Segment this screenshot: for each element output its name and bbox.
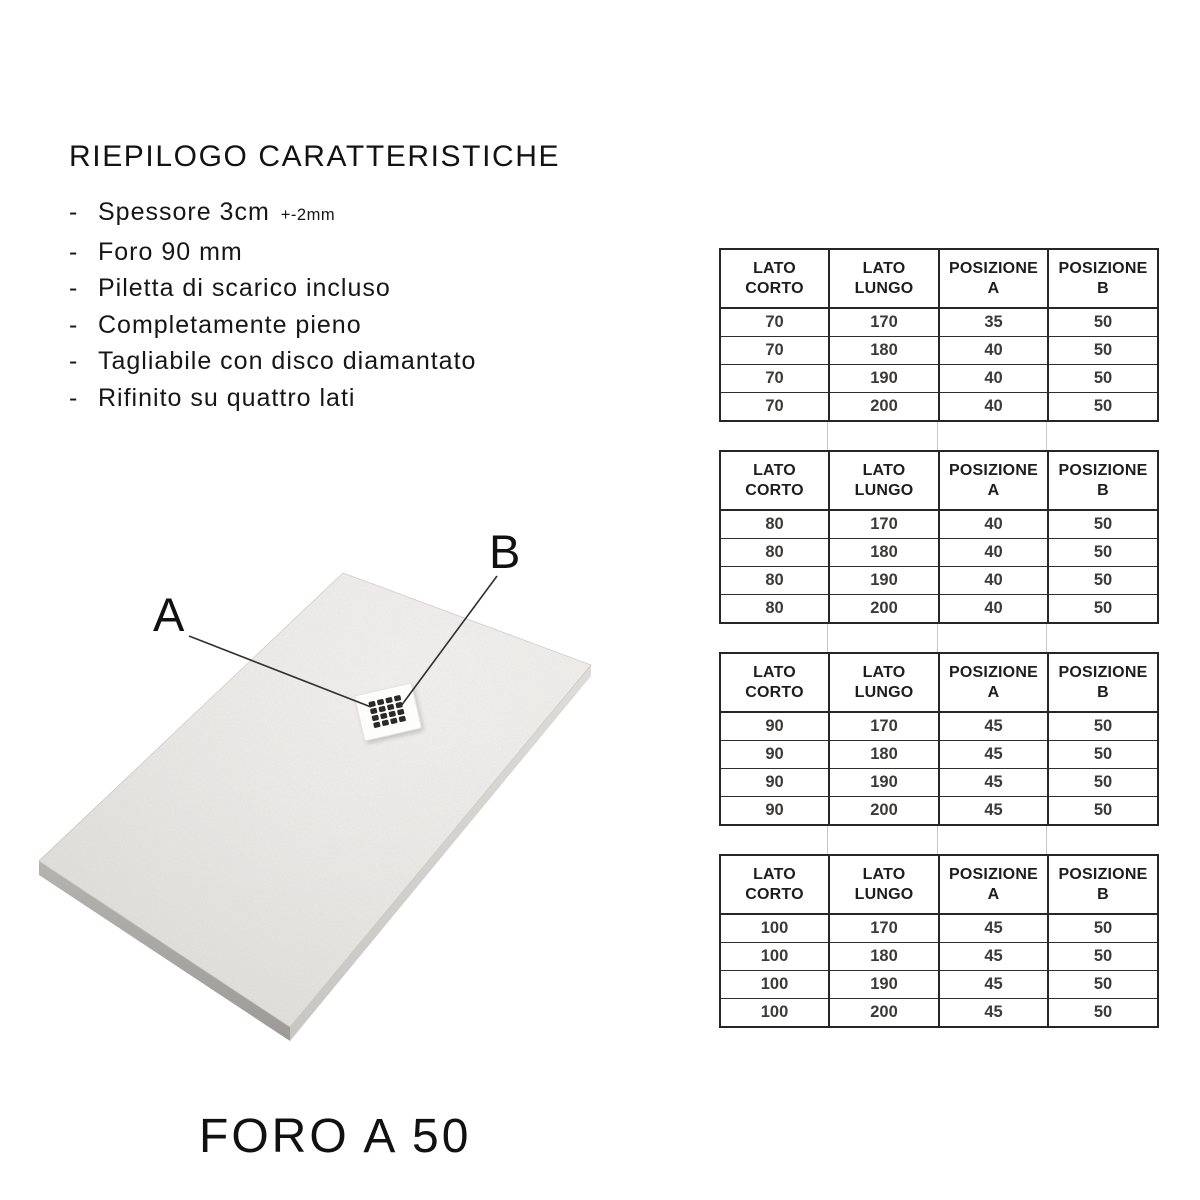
header-cell: [939, 855, 1048, 914]
header-row: [720, 249, 1158, 308]
header-line-2: CORTO: [745, 683, 804, 701]
table-spacer: [719, 422, 1157, 450]
data-cell: 45: [939, 712, 1048, 741]
header-line-2: CORTO: [745, 279, 804, 297]
data-cell: 50: [1048, 567, 1158, 595]
data-cell: 80: [720, 567, 829, 595]
table-row: [720, 914, 1158, 943]
spacer-cell: [1047, 624, 1157, 652]
feature-item: [69, 380, 476, 417]
data-cell: 170: [829, 914, 939, 943]
data-cell: 70: [720, 337, 829, 365]
data-cell: 80: [720, 539, 829, 567]
table-row: [720, 971, 1158, 999]
header-cell: [829, 653, 939, 712]
header-line-1: POSIZIONE: [949, 663, 1038, 681]
table-row: [720, 510, 1158, 539]
data-cell: 50: [1048, 308, 1158, 337]
data-cell: 80: [720, 510, 829, 539]
header-line-1: LATO: [753, 461, 796, 479]
feature-text: Completamente pieno: [98, 310, 362, 339]
table-row: [720, 943, 1158, 971]
table-row: [720, 539, 1158, 567]
table-row: [720, 797, 1158, 826]
table-row: [720, 741, 1158, 769]
table-spacer: [719, 624, 1157, 652]
data-cell: 50: [1048, 741, 1158, 769]
feature-bullet: -: [69, 310, 79, 339]
feature-item: [69, 307, 476, 344]
data-cell: 200: [829, 999, 939, 1028]
data-cell: 45: [939, 943, 1048, 971]
data-cell: 40: [939, 595, 1048, 624]
features-list: [69, 194, 476, 416]
table-row: [720, 308, 1158, 337]
data-cell: 45: [939, 741, 1048, 769]
label-b: B: [489, 525, 521, 578]
data-cell: 80: [720, 595, 829, 624]
data-cell: 90: [720, 741, 829, 769]
header-line-2: CORTO: [745, 481, 804, 499]
feature-text: Foro 90 mm: [98, 237, 243, 266]
data-cell: 190: [829, 971, 939, 999]
data-cell: 100: [720, 943, 829, 971]
spec-table-block-2: [719, 450, 1159, 624]
header-line-2: LUNGO: [854, 885, 914, 903]
data-cell: 200: [829, 595, 939, 624]
data-cell: 35: [939, 308, 1048, 337]
data-cell: 180: [829, 539, 939, 567]
header-cell: [720, 855, 829, 914]
header-line-2: B: [1097, 885, 1109, 903]
data-cell: 45: [939, 769, 1048, 797]
header-cell: [1048, 653, 1158, 712]
data-cell: 45: [939, 914, 1048, 943]
feature-text: Rifinito su quattro lati: [98, 383, 356, 412]
data-cell: 170: [829, 308, 939, 337]
header-line-2: LUNGO: [854, 683, 914, 701]
spacer-cell: [1047, 826, 1157, 854]
footer-caption: FORO A 50: [199, 1110, 472, 1163]
page-title: RIEPILOGO CARATTERISTICHE: [69, 140, 561, 173]
header-cell: [1048, 249, 1158, 308]
header-cell: [1048, 855, 1158, 914]
table-row: [720, 337, 1158, 365]
header-line-2: A: [987, 481, 1000, 499]
header-line-2: A: [987, 279, 1000, 297]
header-line-2: A: [987, 683, 1000, 701]
header-line-2: LUNGO: [854, 481, 914, 499]
feature-item: [69, 194, 476, 234]
header-cell: [1048, 451, 1158, 510]
data-cell: 50: [1048, 393, 1158, 422]
header-row: [720, 653, 1158, 712]
data-cell: 40: [939, 539, 1048, 567]
data-cell: 170: [829, 510, 939, 539]
header-cell: [720, 249, 829, 308]
header-line-1: LATO: [862, 663, 906, 681]
spacer-cell: [719, 422, 828, 450]
header-line-1: POSIZIONE: [1058, 663, 1148, 681]
header-line-1: LATO: [862, 865, 906, 883]
feature-bullet: -: [69, 383, 79, 412]
feature-text: Tagliabile con disco diamantato: [98, 347, 477, 375]
header-cell: [720, 653, 829, 712]
data-cell: 190: [829, 769, 939, 797]
data-cell: 100: [720, 999, 829, 1028]
data-cell: 200: [829, 797, 939, 826]
feature-note: +-2mm: [280, 206, 336, 224]
data-cell: 50: [1048, 337, 1158, 365]
header-line-2: LUNGO: [854, 279, 914, 297]
data-cell: 50: [1048, 510, 1158, 539]
header-cell: [829, 855, 939, 914]
table-spacer: [719, 826, 1157, 854]
header-row: [720, 451, 1158, 510]
header-line-1: LATO: [862, 259, 906, 277]
data-cell: 50: [1048, 769, 1158, 797]
header-line-1: POSIZIONE: [1058, 259, 1148, 277]
data-cell: 40: [939, 393, 1048, 422]
data-cell: 40: [939, 567, 1048, 595]
feature-bullet: -: [69, 274, 79, 302]
data-cell: 90: [720, 769, 829, 797]
spacer-cell: [828, 422, 938, 450]
data-cell: 50: [1048, 943, 1158, 971]
spacer-cell: [938, 826, 1047, 854]
data-cell: 50: [1048, 712, 1158, 741]
feature-bullet: -: [69, 237, 79, 266]
table-row: [720, 393, 1158, 422]
data-cell: 40: [939, 365, 1048, 393]
table-row: [720, 999, 1158, 1028]
shower-tray-illustration: [0, 520, 700, 1080]
spec-table-block-4: [719, 854, 1159, 1028]
table-row: [720, 769, 1158, 797]
header-line-1: LATO: [862, 461, 906, 479]
spacer-cell: [828, 624, 938, 652]
feature-bullet: -: [69, 347, 79, 375]
data-cell: 45: [939, 797, 1048, 826]
header-line-1: POSIZIONE: [949, 259, 1038, 277]
feature-item: [69, 234, 476, 271]
table-row: [720, 712, 1158, 741]
header-cell: [939, 249, 1048, 308]
spacer-cell: [1047, 422, 1157, 450]
data-cell: 50: [1048, 595, 1158, 624]
data-cell: 190: [829, 567, 939, 595]
header-line-2: B: [1097, 481, 1109, 499]
header-line-2: B: [1097, 279, 1109, 297]
header-line-1: POSIZIONE: [949, 865, 1038, 883]
header-cell: [939, 653, 1048, 712]
header-cell: [939, 451, 1048, 510]
data-cell: 170: [829, 712, 939, 741]
data-cell: 190: [829, 365, 939, 393]
label-a: A: [153, 588, 185, 641]
feature-text: Piletta di scarico incluso: [98, 274, 391, 302]
data-cell: 40: [939, 510, 1048, 539]
data-cell: 50: [1048, 539, 1158, 567]
header-line-2: A: [987, 885, 1000, 903]
data-cell: 45: [939, 999, 1048, 1028]
spacer-cell: [828, 826, 938, 854]
spec-table-block-3: [719, 652, 1159, 826]
data-cell: 100: [720, 971, 829, 999]
header-line-1: POSIZIONE: [1058, 865, 1148, 883]
header-row: [720, 855, 1158, 914]
data-cell: 180: [829, 943, 939, 971]
spacer-cell: [719, 826, 828, 854]
feature-text: Spessore 3cm: [98, 198, 270, 226]
header-cell: [720, 451, 829, 510]
data-cell: 45: [939, 971, 1048, 999]
spec-table-block-1: [719, 248, 1159, 422]
header-line-1: POSIZIONE: [949, 461, 1038, 479]
data-cell: 70: [720, 393, 829, 422]
header-cell: [829, 249, 939, 308]
data-cell: 50: [1048, 999, 1158, 1028]
header-line-1: POSIZIONE: [1058, 461, 1148, 479]
header-line-1: LATO: [753, 259, 796, 277]
data-cell: 180: [829, 337, 939, 365]
data-cell: 50: [1048, 365, 1158, 393]
header-line-1: LATO: [753, 865, 796, 883]
spec-tables: [719, 248, 1159, 1028]
data-cell: 90: [720, 797, 829, 826]
data-cell: 70: [720, 308, 829, 337]
header-cell: [829, 451, 939, 510]
feature-item: [69, 270, 476, 307]
data-cell: 100: [720, 914, 829, 943]
data-cell: 180: [829, 741, 939, 769]
spacer-cell: [719, 624, 828, 652]
data-cell: 70: [720, 365, 829, 393]
spacer-cell: [938, 422, 1047, 450]
spacer-cell: [938, 624, 1047, 652]
table-row: [720, 595, 1158, 624]
table-row: [720, 567, 1158, 595]
data-cell: 50: [1048, 797, 1158, 826]
header-line-1: LATO: [753, 663, 796, 681]
tray-texture: [20, 560, 610, 1052]
header-line-2: B: [1097, 683, 1109, 701]
data-cell: 90: [720, 712, 829, 741]
data-cell: 50: [1048, 914, 1158, 943]
table-row: [720, 365, 1158, 393]
header-line-2: CORTO: [745, 885, 804, 903]
feature-item: [69, 343, 476, 380]
data-cell: 50: [1048, 971, 1158, 999]
data-cell: 200: [829, 393, 939, 422]
feature-bullet: -: [69, 198, 79, 226]
data-cell: 40: [939, 337, 1048, 365]
